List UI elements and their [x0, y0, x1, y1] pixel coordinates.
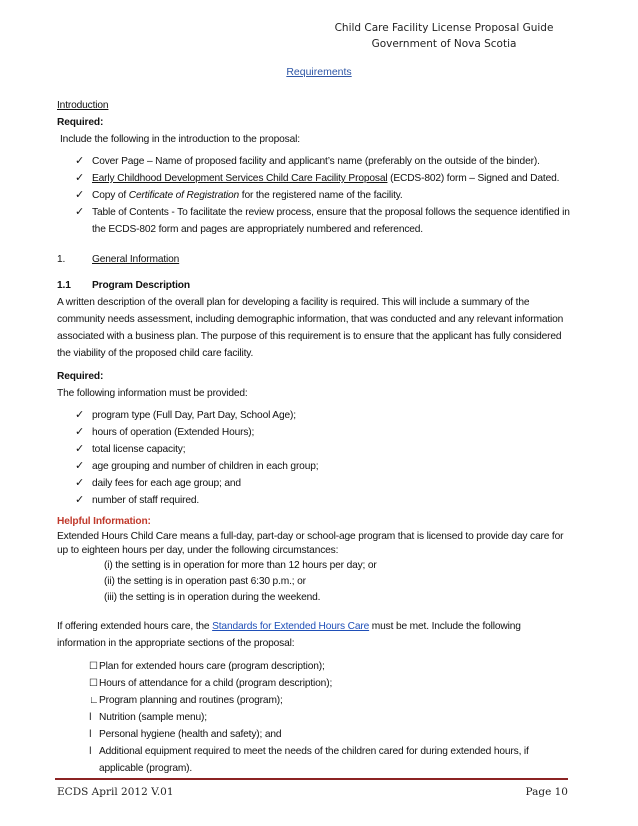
check-icon: ✓	[75, 426, 85, 438]
intro-heading: Introduction	[57, 100, 109, 111]
intro-item-1: Cover Page – Name of proposed facility and applicant’s name (preferably on the outside of the binder).	[92, 156, 540, 167]
extended-item: Program planning and routines (program);	[99, 695, 283, 706]
checkbox-icon: ∟	[89, 695, 99, 706]
header-line-2: Government of Nova Scotia	[371, 38, 517, 50]
list-item	[57, 675, 571, 692]
intro-item-3-italic: Certificate of Registration	[128, 190, 240, 201]
program-description-paragraph: A written description of the overall plan for developing a facility is required. This will include a summary of the community needs assessment, including demographic information, that was conducted and any relevant information associated with a business plan. The purpose of this requirement is to ensure that the applicant has fully considered the viability of the proposed child care facility.	[57, 297, 564, 359]
section-1-title: General Information	[92, 254, 180, 265]
list-item	[57, 743, 571, 777]
program-checklist	[57, 407, 571, 509]
document-body	[57, 97, 571, 777]
section-1-number: 1.	[57, 254, 66, 265]
program-item: daily fees for each age group; and	[92, 478, 241, 489]
check-icon: ✓	[75, 409, 85, 421]
footer-page-number: Page 10	[525, 786, 568, 798]
check-icon: ✓	[75, 206, 85, 218]
header-line-1: Child Care Facility License Proposal Guide	[334, 22, 554, 34]
section-1-1-required-label: Required:	[57, 371, 104, 382]
extended-item: Plan for extended hours care (program description);	[99, 661, 325, 672]
list-item	[57, 692, 571, 709]
list-item	[57, 726, 571, 743]
check-icon: ✓	[75, 443, 85, 455]
check-icon: ✓	[75, 494, 85, 506]
checkbox-icon: ☐	[89, 678, 98, 689]
section-1-1-number: 1.1	[57, 280, 71, 291]
section-1-1-title: Program Description	[92, 280, 190, 291]
section-1-1-heading	[57, 277, 571, 294]
list-item	[57, 658, 571, 675]
extended-item: Hours of attendance for a child (program description);	[99, 678, 333, 689]
checkbox-icon: ǀ	[89, 746, 92, 757]
intro-item-2-rest: (ECDS-802) form – Signed and Dated.	[387, 173, 560, 184]
check-icon: ✓	[75, 155, 85, 167]
section-1-heading	[57, 251, 571, 268]
program-item: program type (Full Day, Part Day, School Age);	[92, 410, 296, 421]
extended-hours-checklist	[57, 658, 571, 777]
list-item	[57, 709, 571, 726]
intro-item-3-a: Copy of	[92, 190, 129, 201]
program-item: number of staff required.	[92, 495, 200, 506]
program-item: age grouping and number of children in each group;	[92, 461, 319, 472]
list-item	[57, 204, 571, 238]
footer-version: ECDS April 2012 V.01	[57, 786, 174, 798]
intro-item-3-b: for the registered name of the facility.	[239, 190, 403, 201]
helpful-information-heading: Helpful Information:	[57, 516, 151, 527]
checkbox-icon: ☐	[89, 661, 98, 672]
extended-item: Nutrition (sample menu);	[99, 712, 207, 723]
list-item	[57, 170, 571, 187]
program-item: total license capacity;	[92, 444, 186, 455]
extended-item: Additional equipment required to meet the needs of the children cared for during extended hours, if applicable (program).	[99, 746, 529, 774]
extended-text-a: If offering extended hours care, the	[57, 621, 213, 632]
list-item	[57, 424, 571, 441]
checkbox-icon: ǀ	[89, 729, 92, 740]
check-icon: ✓	[75, 477, 85, 489]
footer-rule	[55, 778, 568, 780]
condition-item: (i) the setting is in operation for more than 12 hours per day; or	[104, 560, 377, 571]
list-item	[57, 458, 571, 475]
extended-hours-definition: Extended Hours Child Care means a full-day, part-day or school-age program that is licensed to provide day care for up to eighteen hours per day, under the following circumstances:	[57, 531, 564, 556]
check-icon: ✓	[75, 460, 85, 472]
intro-checklist	[57, 153, 571, 238]
checkbox-icon: ǀ	[89, 712, 92, 723]
ecds-form-link[interactable]: Early Childhood Development Services Child Care Facility Proposal	[92, 173, 388, 184]
list-item	[57, 441, 571, 458]
check-icon: ✓	[75, 189, 85, 201]
intro-item-4: Table of Contents - To facilitate the review process, ensure that the proposal follows the sequence identified in the ECDS-802 form and pages are appropriately numbered and referenced.	[92, 207, 570, 235]
intro-required-label: Required:	[57, 117, 104, 128]
list-item	[57, 475, 571, 492]
standards-link[interactable]: Standards for Extended Hours Care	[212, 621, 370, 632]
extended-hours-paragraph	[57, 618, 571, 652]
extended-item: Personal hygiene (health and safety); and	[99, 729, 282, 740]
intro-text: Include the following in the introduction to the proposal:	[60, 134, 300, 145]
condition-item: (iii) the setting is in operation during the weekend.	[104, 592, 321, 603]
extended-text-b: must be met. Include the following information in the appropriate sections of the proposal:	[57, 621, 521, 649]
list-item	[57, 407, 571, 424]
page-title: Requirements	[286, 66, 352, 78]
list-item	[57, 187, 571, 204]
list-item	[57, 153, 571, 170]
condition-item: (ii) the setting is in operation past 6:30 p.m.; or	[104, 576, 306, 587]
section-1-1-required-text: The following information must be provided:	[57, 388, 248, 399]
running-header	[324, 20, 564, 52]
program-item: hours of operation (Extended Hours);	[92, 427, 255, 438]
list-item	[57, 492, 571, 509]
check-icon: ✓	[75, 172, 85, 184]
